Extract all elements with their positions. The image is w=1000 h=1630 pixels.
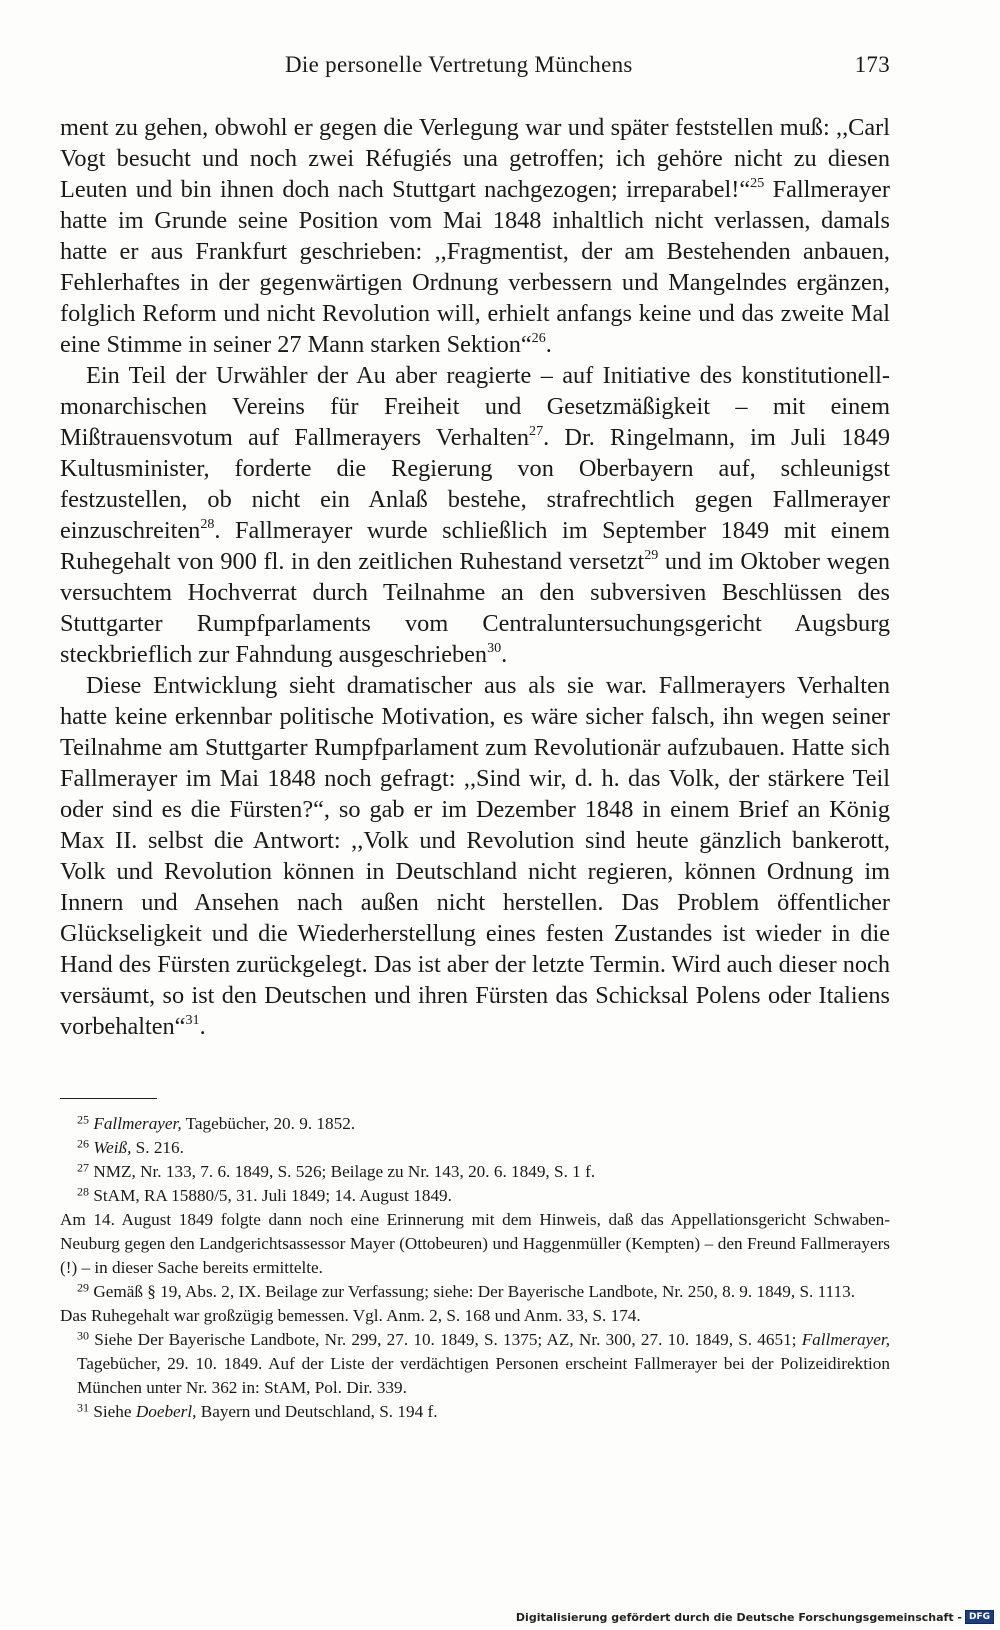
footnote-ref-27: 27 xyxy=(529,423,544,440)
credit-text: Digitalisierung gefördert durch die Deutsche Forschungsgemeinschaft - xyxy=(515,1610,962,1624)
footnote-text: Bayern und Deutschland, S. 194 f. xyxy=(196,1402,438,1421)
text-run: . Dr. Ringelmann, im Juli 1849 Kultusminister, forderte die Regierung von Oberbayern auf, schleunigst festzustellen, ob nicht ein Anlaß bestehe, strafrechtlich gegen Fallmerayer einzuschreiten xyxy=(60,424,890,544)
footnote-ref-31: 31 xyxy=(185,1012,200,1029)
digitization-credit xyxy=(516,1610,994,1624)
dfg-logo: DFG xyxy=(965,1610,994,1624)
footnote-text: NMZ, Nr. 133, 7. 6. 1849, S. 526; Beilage zu Nr. 143, 20. 6. 1849, S. 1 f. xyxy=(89,1162,596,1181)
footnote-ref-25: 25 xyxy=(750,175,765,192)
footnote-text: Tagebücher, 20. 9. 1852. xyxy=(181,1114,356,1133)
footnote-25 xyxy=(60,1112,890,1136)
footnote-author: Weiß, xyxy=(93,1138,132,1157)
footnote-29 xyxy=(60,1280,890,1304)
text-run: . xyxy=(545,331,552,358)
footnote-28-continuation: Am 14. August 1849 folgte dann noch eine Erinnerung mit dem Hinweis, daß das Appellationsgericht Schwaben-Neuburg gegen den Landgerichtsassessor Mayer (Ottobeuren) und Haggenmüller (Kempten) – den Freund Fallmerayers (!) – in dieser Sache bereits ermittelte. xyxy=(60,1210,890,1277)
footnote-number: 25 xyxy=(77,1112,90,1127)
footnote-ref-30: 30 xyxy=(487,640,502,657)
footnote-27 xyxy=(60,1160,890,1184)
footnote-26 xyxy=(60,1136,890,1160)
footnote-ref-29: 29 xyxy=(644,547,659,564)
footnotes xyxy=(60,1112,890,1424)
footnote-number: 27 xyxy=(77,1160,90,1175)
text-run: Ein Teil der Urwähler der Au aber reagierte – auf Initiative des konstitutionell-monarchischen Vereins für Freiheit und Gesetzmäßigkeit – mit einem Mißtrauensvotum auf Fallmerayers Verhalten xyxy=(60,362,890,451)
footnote-number: 28 xyxy=(77,1184,90,1199)
footnote-number: 30 xyxy=(77,1328,90,1343)
footnote-ref-26: 26 xyxy=(531,330,546,347)
footnote-30 xyxy=(60,1328,890,1400)
footnote-29-continuation: Das Ruhegehalt war großzügig bemessen. Vgl. Anm. 2, S. 168 und Anm. 33, S. 174. xyxy=(60,1306,641,1325)
text-run: ment zu gehen, obwohl er gegen die Verlegung war und später feststellen muß: ,,Carl Vogt besucht und noch zwei Réfugiés una getroffen; ich gehöre nicht zu diesen Leuten und bin ihnen doch nach Stuttgart nachgezogen; irreparabel!“ xyxy=(60,114,890,203)
footnote-number: 26 xyxy=(77,1136,90,1151)
footnote-author: Fallmerayer, xyxy=(801,1330,890,1349)
footnote-author: Doeberl, xyxy=(135,1402,197,1421)
running-head-title: Die personelle Vertretung Münchens xyxy=(285,52,633,77)
footnote-text: Siehe Der Bayerische Landbote, Nr. 299, 27. 10. 1849, S. 1375; AZ, Nr. 300, 27. 10. 1849, S. 4651; xyxy=(89,1330,802,1349)
footnote-author: Fallmerayer, xyxy=(93,1114,182,1133)
footnote-text: StAM, RA 15880/5, 31. Juli 1849; 14. August 1849. xyxy=(89,1186,452,1205)
text-run: und im Oktober wegen versuchtem Hochverrat durch Teilnahme an den subversiven Beschlüssen des Stuttgarter Rumpfparlaments vom Centraluntersuchungsgericht Augsburg steckbrieflich zur Fahndung ausgeschrieben xyxy=(60,548,891,668)
page-number: 173 xyxy=(854,52,890,77)
text-run: . Fallmerayer wurde schließlich im September 1849 mit einem Ruhegehalt von 900 fl. in den zeitlichen Ruhestand versetzt xyxy=(60,517,890,575)
paragraph-3 xyxy=(60,670,890,1042)
text-run: . xyxy=(199,1013,206,1040)
footnote-text: S. 216. xyxy=(131,1138,184,1157)
footnote-31 xyxy=(60,1400,890,1424)
text-run: . xyxy=(501,641,508,668)
footnote-number: 31 xyxy=(77,1400,90,1415)
text-run: Fallmerayer hatte im Grunde seine Position vom Mai 1848 inhaltlich nicht verlassen, damals hatte er aus Frankfurt geschrieben: ,,Fragmentist, der am Bestehenden anbauen, Fehlerhaftes in der gegenwärtigen Ordnung verbessern und Mangelndes ergänzen, folglich Reform und nicht Revolution will, erhielt anfangs keine und das zweite Mal eine Stimme in seiner 27 Mann starken Sektion“ xyxy=(60,176,890,358)
footnote-ref-28: 28 xyxy=(200,516,215,533)
footnote-number: 29 xyxy=(77,1280,90,1295)
footnote-text: Gemäß § 19, Abs. 2, IX. Beilage zur Verfassung; siehe: Der Bayerische Landbote, Nr. 250, 8. 9. 1849, S. 1113. xyxy=(89,1282,855,1301)
paragraph-1 xyxy=(60,112,890,360)
paragraph-2 xyxy=(60,360,890,670)
footnote-28 xyxy=(60,1184,890,1208)
footnote-separator xyxy=(60,1098,157,1099)
footnote-text: Tagebücher, 29. 10. 1849. Auf der Liste der verdächtigen Personen erscheint Fallmerayer bei der Polizeidirektion München unter Nr. 362 in: StAM, Pol. Dir. 339. xyxy=(77,1354,890,1397)
body-text xyxy=(60,112,890,1042)
text-run: Diese Entwicklung sieht dramatischer aus als sie war. Fallmerayers Verhalten hatte keine erkennbar politische Motivation, es wäre sicher falsch, ihn wegen seiner Teilnahme am Stuttgarter Rumpfparlament zum Revolutionär aufzubauen. Hatte sich Fallmerayer im Mai 1848 noch gefragt: ,,Sind wir, d. h. das Volk, der stärkere Teil oder sind es die Fürsten?“, so gab er im Dezember 1848 in einem Brief an König Max II. selbst die Antwort: ,,Volk und Revolution sind heute gänzlich bankerott, Volk und Revolution können in Deutschland nicht regieren, können Ordnung im Innern und Ansehen nach außen nicht herstellen. Das Problem öffentlicher Glückseligkeit und die Wiederherstellung eines festen Zustandes ist wieder in die Hand des Fürsten zurückgelegt. Das ist aber der letzte Termin. Wird auch dieser noch versäumt, so ist den Deutschen und ihren Fürsten das Schicksal Polens oder Italiens vorbehalten“ xyxy=(60,672,890,1040)
footnote-text: Siehe xyxy=(89,1402,136,1421)
